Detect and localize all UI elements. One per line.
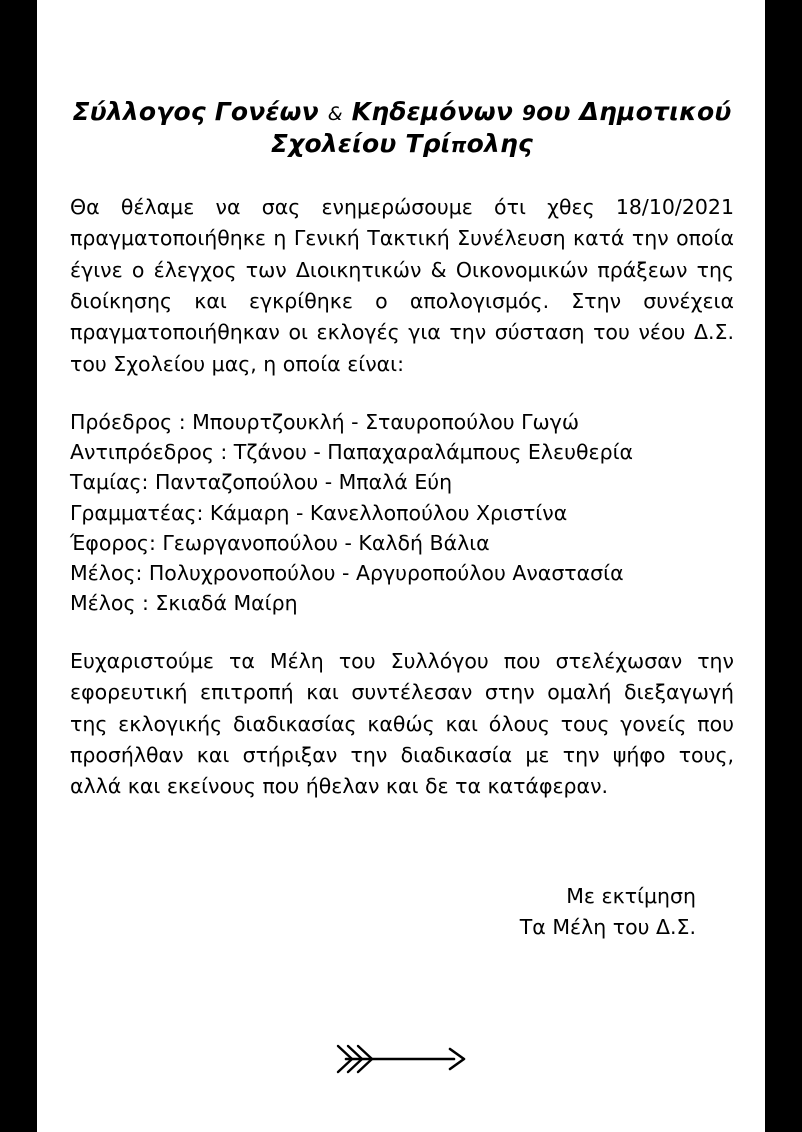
signature-line-1: Με εκτίμηση [566, 883, 696, 908]
list-item: Μέλος : Σκιαδά Μαίρη [70, 590, 298, 615]
signature-block [70, 881, 734, 943]
list-item: Ταμίας: Πανταζοπούλου - Μπαλά Εύη [70, 470, 453, 495]
arrow-divider [70, 1037, 734, 1077]
arrow-right-icon [332, 1037, 472, 1077]
title-pi-glyph: π [450, 133, 467, 157]
title-ampersand: & [327, 103, 343, 125]
list-item: Πρόεδρος : Μπουρτζουκλή - Σταυροπούλου Γωγώ [70, 410, 580, 435]
title-text-part-5: ολης [466, 129, 534, 158]
title-text-part-2: Κηδεμόνων [342, 97, 522, 126]
thanks-paragraph: Ευχαριστούμε τα Μέλη του Συλλόγου που στελέχωσαν την εφορευτική επιτροπή και συντέλεσαν στην ομαλή διεξαγωγή της εκλογικής διαδικασίας καθώς και όλους τους γονείς που προσήλθαν και στήριξαν την διαδικασία με την ψήφο τους, αλλά και εκείνους που ήθελαν και δε τα κατάφεραν. [70, 649, 734, 799]
list-item: Μέλος: Πολυχρονοπούλου - Αργυροπούλου Αναστασία [70, 560, 624, 585]
list-item: Έφορος: Γεωργανοπούλου - Καλδή Βάλια [70, 530, 490, 555]
signature-line-2: Τα Μέλη του Δ.Σ. [519, 914, 696, 939]
intro-paragraph: Θα θέλαμε να σας ενημερώσουμε ότι χθες 18/10/2021 πραγματοποιήθηκε η Γενική Τακτική Συνέλευση κατά την οποία έγινε ο έλεγχος των Διοικητικών & Οικονομικών πράξεων της διοίκησης και εγκρίθηκε ο απολογισμός. Στην συνέχεια πραγματοποιήθηκαν οι εκλογές για την σύσταση του νέου Δ.Σ. του Σχολείου μας, η οποία είναι: [70, 195, 734, 376]
document-title [70, 0, 734, 160]
intro-section [70, 192, 734, 380]
title-text-part-1: Σύλλογος Γονέων [72, 97, 328, 126]
board-members-list [70, 407, 734, 618]
title-text-part-3: ου Δημοτικού [536, 97, 732, 126]
thanks-section [70, 646, 734, 803]
title-number-nine: 9 [521, 101, 537, 125]
list-item: Αντιπρόεδρος : Τζάνου - Παπαχαραλάμπους Ελευθερία [70, 440, 634, 465]
title-text-part-4: Σχολείου Τρί [270, 129, 451, 158]
list-item: Γραμματέας: Κάμαρη - Κανελλοπούλου Χριστίνα [70, 500, 568, 525]
document-page [37, 0, 765, 1132]
document-content [70, 0, 734, 1077]
